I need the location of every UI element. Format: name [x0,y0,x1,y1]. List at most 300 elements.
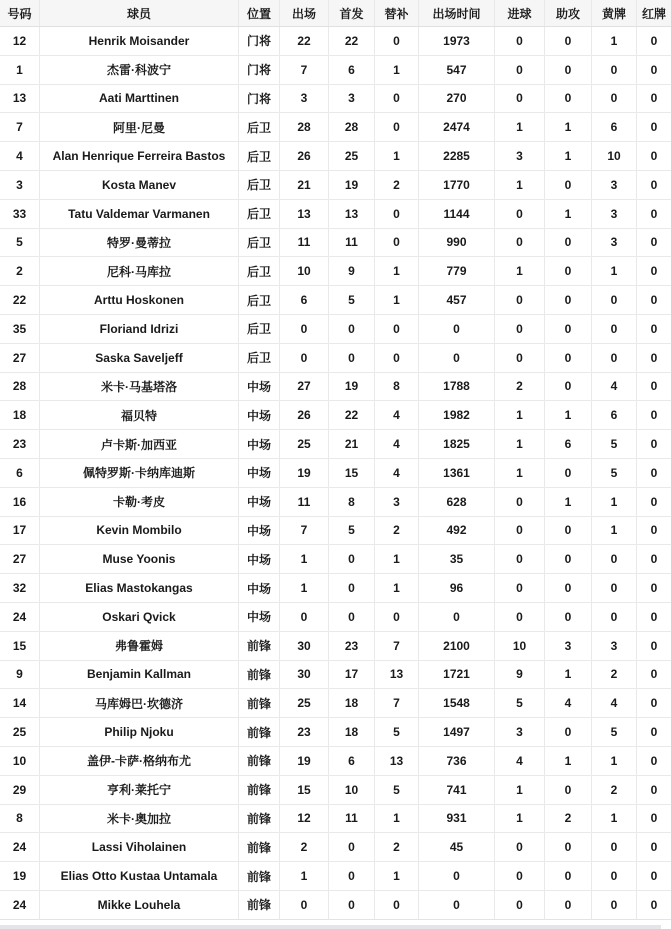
cell-position: 中场 [239,516,280,545]
cell-minutes: 1973 [419,27,495,56]
cell-yellow-cards: 3 [592,170,637,199]
cell-number: 13 [0,84,40,113]
cell-yellow-cards: 0 [592,286,637,315]
table-row [0,314,671,343]
table-row [0,142,671,171]
table-row [0,228,671,257]
cell-yellow-cards: 0 [592,55,637,84]
cell-assists: 0 [545,862,592,891]
cell-substitute: 1 [375,862,419,891]
cell-substitute: 5 [375,718,419,747]
cell-red-cards: 0 [637,574,671,603]
cell-minutes: 736 [419,746,495,775]
cell-substitute: 5 [375,775,419,804]
cell-red-cards: 0 [637,660,671,689]
cell-substitute: 7 [375,689,419,718]
cell-appearances: 1 [280,862,329,891]
table-row [0,487,671,516]
cell-goals: 3 [495,718,545,747]
cell-appearances: 25 [280,430,329,459]
cell-starts: 8 [329,487,375,516]
table-row [0,746,671,775]
cell-player: Arttu Hoskonen [40,286,239,315]
cell-yellow-cards: 1 [592,746,637,775]
cell-red-cards: 0 [637,27,671,56]
cell-appearances: 1 [280,574,329,603]
cell-number: 24 [0,833,40,862]
cell-number: 27 [0,343,40,372]
cell-starts: 0 [329,602,375,631]
cell-substitute: 13 [375,660,419,689]
cell-position: 后卫 [239,228,280,257]
cell-assists: 0 [545,545,592,574]
cell-position: 前锋 [239,804,280,833]
cell-assists: 3 [545,631,592,660]
cell-minutes: 0 [419,602,495,631]
cell-yellow-cards: 5 [592,458,637,487]
cell-goals: 0 [495,27,545,56]
cell-player: 米卡·奥加拉 [40,804,239,833]
cell-substitute: 1 [375,257,419,286]
cell-goals: 9 [495,660,545,689]
cell-red-cards: 0 [637,286,671,315]
cell-substitute: 0 [375,228,419,257]
cell-starts: 25 [329,142,375,171]
cell-starts: 9 [329,257,375,286]
cell-substitute: 0 [375,343,419,372]
cell-assists: 0 [545,257,592,286]
column-header-red-cards: 红牌 [637,0,671,27]
cell-minutes: 990 [419,228,495,257]
cell-appearances: 11 [280,487,329,516]
cell-player: 卢卡斯·加西亚 [40,430,239,459]
column-header-player: 球员 [40,0,239,27]
cell-player: 杰雷·科波宁 [40,55,239,84]
cell-substitute: 1 [375,804,419,833]
cell-number: 1 [0,55,40,84]
table-row [0,890,671,919]
cell-starts: 0 [329,314,375,343]
cell-position: 中场 [239,430,280,459]
cell-goals: 1 [495,113,545,142]
cell-number: 22 [0,286,40,315]
cell-red-cards: 0 [637,343,671,372]
cell-goals: 1 [495,401,545,430]
cell-appearances: 6 [280,286,329,315]
cell-minutes: 931 [419,804,495,833]
table-row [0,27,671,56]
cell-player: Benjamin Kallman [40,660,239,689]
cell-appearances: 30 [280,660,329,689]
cell-starts: 5 [329,516,375,545]
cell-yellow-cards: 6 [592,401,637,430]
cell-substitute: 3 [375,487,419,516]
cell-appearances: 15 [280,775,329,804]
cell-yellow-cards: 6 [592,113,637,142]
cell-position: 前锋 [239,631,280,660]
cell-position: 后卫 [239,170,280,199]
cell-yellow-cards: 4 [592,689,637,718]
cell-player: Tatu Valdemar Varmanen [40,199,239,228]
cell-starts: 6 [329,746,375,775]
cell-number: 19 [0,862,40,891]
cell-assists: 0 [545,314,592,343]
cell-position: 前锋 [239,862,280,891]
cell-goals: 1 [495,804,545,833]
table-row [0,689,671,718]
cell-assists: 2 [545,804,592,833]
cell-goals: 5 [495,689,545,718]
cell-position: 中场 [239,372,280,401]
cell-minutes: 1770 [419,170,495,199]
cell-minutes: 1144 [419,199,495,228]
cell-player: Elias Otto Kustaa Untamala [40,862,239,891]
cell-appearances: 0 [280,343,329,372]
cell-number: 18 [0,401,40,430]
cell-minutes: 2100 [419,631,495,660]
column-header-yellow-cards: 黄牌 [592,0,637,27]
table-header [0,0,671,27]
cell-yellow-cards: 3 [592,631,637,660]
cell-substitute: 8 [375,372,419,401]
cell-red-cards: 0 [637,804,671,833]
cell-position: 后卫 [239,199,280,228]
cell-starts: 0 [329,343,375,372]
table-row [0,286,671,315]
cell-yellow-cards: 5 [592,718,637,747]
cell-player: Philip Njoku [40,718,239,747]
cell-substitute: 0 [375,890,419,919]
cell-substitute: 0 [375,199,419,228]
cell-player: 弗鲁霍姆 [40,631,239,660]
cell-minutes: 270 [419,84,495,113]
cell-starts: 18 [329,689,375,718]
cell-goals: 0 [495,286,545,315]
table-row [0,862,671,891]
cell-player: Aati Marttinen [40,84,239,113]
cell-substitute: 1 [375,55,419,84]
cell-player: 盖伊-卡萨·格纳布尤 [40,746,239,775]
cell-appearances: 0 [280,890,329,919]
cell-position: 中场 [239,401,280,430]
cell-assists: 6 [545,430,592,459]
table-row [0,516,671,545]
cell-number: 14 [0,689,40,718]
cell-number: 27 [0,545,40,574]
cell-appearances: 19 [280,746,329,775]
cell-position: 前锋 [239,689,280,718]
cell-player: Lassi Viholainen [40,833,239,862]
cell-substitute: 2 [375,516,419,545]
table-row [0,804,671,833]
cell-yellow-cards: 2 [592,660,637,689]
table-row [0,430,671,459]
cell-goals: 1 [495,430,545,459]
cell-player: Oskari Qvick [40,602,239,631]
cell-goals: 0 [495,574,545,603]
cell-assists: 0 [545,286,592,315]
cell-goals: 0 [495,487,545,516]
cell-appearances: 3 [280,84,329,113]
cell-substitute: 4 [375,430,419,459]
cell-position: 门将 [239,84,280,113]
cell-substitute: 13 [375,746,419,775]
cell-red-cards: 0 [637,516,671,545]
column-header-substitute: 替补 [375,0,419,27]
table-row [0,574,671,603]
cell-goals: 1 [495,257,545,286]
cell-assists: 0 [545,55,592,84]
cell-number: 5 [0,228,40,257]
cell-appearances: 26 [280,401,329,430]
cell-appearances: 10 [280,257,329,286]
cell-red-cards: 0 [637,401,671,430]
cell-substitute: 0 [375,602,419,631]
cell-position: 后卫 [239,257,280,286]
cell-yellow-cards: 1 [592,257,637,286]
cell-assists: 1 [545,401,592,430]
cell-number: 7 [0,113,40,142]
cell-starts: 0 [329,574,375,603]
cell-position: 门将 [239,55,280,84]
cell-position: 中场 [239,487,280,516]
cell-appearances: 28 [280,113,329,142]
cell-substitute: 7 [375,631,419,660]
cell-starts: 10 [329,775,375,804]
table-row [0,199,671,228]
cell-player: Kosta Manev [40,170,239,199]
cell-minutes: 741 [419,775,495,804]
cell-red-cards: 0 [637,833,671,862]
cell-player: 尼科·马库拉 [40,257,239,286]
cell-assists: 1 [545,113,592,142]
cell-appearances: 26 [280,142,329,171]
cell-assists: 1 [545,142,592,171]
cell-number: 4 [0,142,40,171]
cell-goals: 3 [495,142,545,171]
cell-yellow-cards: 2 [592,775,637,804]
cell-appearances: 11 [280,228,329,257]
cell-assists: 0 [545,84,592,113]
cell-player: 米卡·马基塔洛 [40,372,239,401]
cell-goals: 0 [495,314,545,343]
cell-red-cards: 0 [637,689,671,718]
cell-minutes: 96 [419,574,495,603]
cell-number: 25 [0,718,40,747]
cell-appearances: 0 [280,314,329,343]
cell-starts: 0 [329,545,375,574]
cell-minutes: 1982 [419,401,495,430]
cell-assists: 1 [545,660,592,689]
cell-appearances: 2 [280,833,329,862]
cell-yellow-cards: 1 [592,804,637,833]
column-header-minutes: 出场时间 [419,0,495,27]
cell-appearances: 0 [280,602,329,631]
cell-goals: 0 [495,862,545,891]
cell-red-cards: 0 [637,142,671,171]
cell-red-cards: 0 [637,372,671,401]
cell-assists: 0 [545,833,592,862]
cell-yellow-cards: 10 [592,142,637,171]
cell-substitute: 1 [375,574,419,603]
cell-number: 24 [0,602,40,631]
cell-assists: 0 [545,574,592,603]
column-header-number: 号码 [0,0,40,27]
table-row [0,602,671,631]
column-header-starts: 首发 [329,0,375,27]
table-row [0,401,671,430]
cell-appearances: 7 [280,55,329,84]
cell-starts: 22 [329,27,375,56]
cell-assists: 1 [545,487,592,516]
column-header-position: 位置 [239,0,280,27]
cell-yellow-cards: 3 [592,228,637,257]
cell-starts: 28 [329,113,375,142]
cell-yellow-cards: 4 [592,372,637,401]
cell-yellow-cards: 0 [592,833,637,862]
cell-appearances: 30 [280,631,329,660]
cell-position: 中场 [239,574,280,603]
cell-yellow-cards: 0 [592,574,637,603]
cell-red-cards: 0 [637,228,671,257]
cell-assists: 0 [545,890,592,919]
table-row [0,833,671,862]
cell-goals: 0 [495,602,545,631]
cell-goals: 0 [495,228,545,257]
cell-number: 24 [0,890,40,919]
table-row [0,84,671,113]
cell-appearances: 1 [280,545,329,574]
cell-number: 10 [0,746,40,775]
cell-yellow-cards: 0 [592,602,637,631]
cell-minutes: 779 [419,257,495,286]
cell-number: 2 [0,257,40,286]
cell-position: 中场 [239,602,280,631]
cell-starts: 6 [329,55,375,84]
cell-starts: 5 [329,286,375,315]
cell-goals: 0 [495,890,545,919]
table-row [0,170,671,199]
cell-minutes: 2285 [419,142,495,171]
cell-number: 6 [0,458,40,487]
cell-substitute: 4 [375,458,419,487]
cell-starts: 3 [329,84,375,113]
cell-goals: 0 [495,516,545,545]
cell-number: 9 [0,660,40,689]
cell-player: Muse Yoonis [40,545,239,574]
cell-minutes: 628 [419,487,495,516]
cell-starts: 19 [329,170,375,199]
cell-goals: 1 [495,458,545,487]
cell-substitute: 1 [375,286,419,315]
column-header-assists: 助攻 [545,0,592,27]
cell-yellow-cards: 3 [592,199,637,228]
cell-player: 马库姆巴·坎德济 [40,689,239,718]
cell-starts: 18 [329,718,375,747]
cell-assists: 0 [545,372,592,401]
cell-number: 17 [0,516,40,545]
table-body [0,27,671,920]
cell-appearances: 7 [280,516,329,545]
cell-player: 佩特罗斯·卡纳库迪斯 [40,458,239,487]
cell-minutes: 1361 [419,458,495,487]
cell-number: 23 [0,430,40,459]
cell-substitute: 4 [375,401,419,430]
cell-position: 前锋 [239,890,280,919]
cell-assists: 0 [545,775,592,804]
cell-starts: 15 [329,458,375,487]
cell-assists: 1 [545,199,592,228]
cell-yellow-cards: 0 [592,84,637,113]
cell-player: 阿里·尼曼 [40,113,239,142]
table-row [0,545,671,574]
cell-goals: 0 [495,343,545,372]
cell-position: 前锋 [239,718,280,747]
cell-player: Henrik Moisander [40,27,239,56]
cell-substitute: 0 [375,27,419,56]
cell-starts: 0 [329,862,375,891]
cell-player: Elias Mastokangas [40,574,239,603]
cell-red-cards: 0 [637,257,671,286]
cell-position: 后卫 [239,142,280,171]
cell-position: 中场 [239,458,280,487]
cell-assists: 4 [545,689,592,718]
cell-red-cards: 0 [637,890,671,919]
cell-starts: 0 [329,890,375,919]
cell-position: 前锋 [239,833,280,862]
cell-number: 35 [0,314,40,343]
cell-appearances: 25 [280,689,329,718]
cell-position: 后卫 [239,314,280,343]
cell-yellow-cards: 1 [592,516,637,545]
cell-red-cards: 0 [637,430,671,459]
cell-red-cards: 0 [637,775,671,804]
cell-red-cards: 0 [637,458,671,487]
cell-starts: 22 [329,401,375,430]
cell-starts: 11 [329,804,375,833]
cell-yellow-cards: 0 [592,890,637,919]
cell-starts: 21 [329,430,375,459]
cell-number: 8 [0,804,40,833]
cell-substitute: 1 [375,545,419,574]
cell-appearances: 12 [280,804,329,833]
cell-appearances: 13 [280,199,329,228]
cell-substitute: 1 [375,142,419,171]
cell-goals: 1 [495,775,545,804]
cell-assists: 0 [545,718,592,747]
cell-assists: 0 [545,27,592,56]
cell-position: 前锋 [239,775,280,804]
cell-minutes: 492 [419,516,495,545]
cell-minutes: 1788 [419,372,495,401]
cell-assists: 0 [545,228,592,257]
table-row [0,458,671,487]
cell-minutes: 1548 [419,689,495,718]
cell-red-cards: 0 [637,487,671,516]
cell-minutes: 0 [419,862,495,891]
table-row [0,718,671,747]
table-row [0,257,671,286]
table-row [0,775,671,804]
cell-goals: 1 [495,170,545,199]
cell-player: 特罗·曼蒂拉 [40,228,239,257]
table-row [0,660,671,689]
cell-assists: 0 [545,516,592,545]
cell-assists: 0 [545,170,592,199]
cell-minutes: 2474 [419,113,495,142]
cell-number: 3 [0,170,40,199]
cell-player: 福贝特 [40,401,239,430]
